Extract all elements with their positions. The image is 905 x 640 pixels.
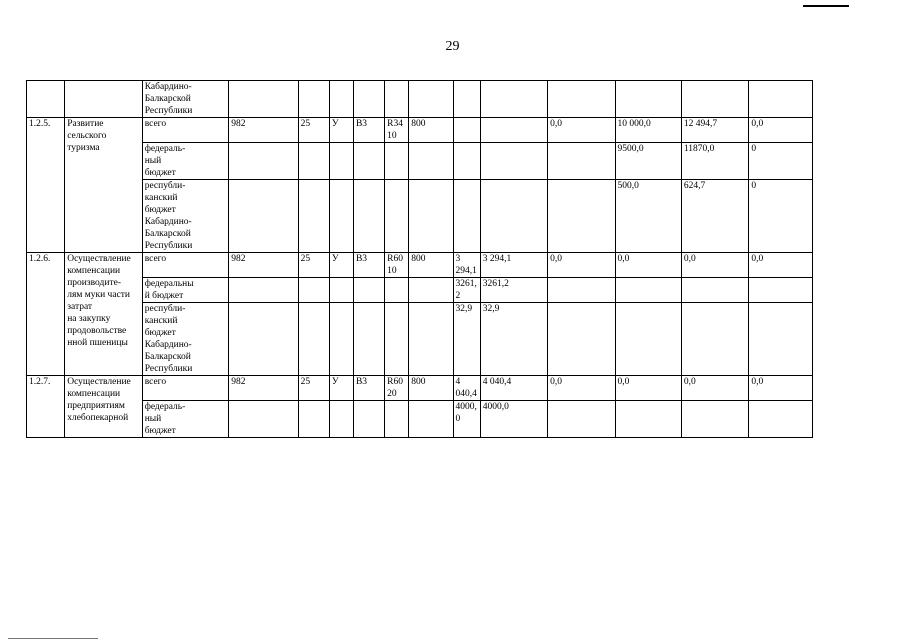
target-item-cell — [385, 303, 409, 376]
amount-year-3-cell — [548, 303, 615, 376]
funding-source-cell: всего — [142, 376, 229, 401]
subsection-code-cell: У — [329, 118, 353, 143]
amount-year-6-cell: 0,0 — [749, 118, 812, 143]
amount-year-1-cell: 32,9 — [453, 303, 480, 376]
amount-year-1-cell: 4 040,4 — [453, 376, 480, 401]
target-item-cell: R6010 — [385, 253, 409, 278]
measure-name-cell — [65, 81, 142, 118]
amount-year-3-cell: 0,0 — [548, 118, 615, 143]
corner-mark — [803, 0, 849, 7]
amount-year-3-cell — [548, 143, 615, 180]
amount-year-2-cell: 4 040,4 — [480, 376, 547, 401]
measure-name-cell: Осуществление компенсации предприятиям хлебопекарной — [65, 376, 142, 438]
subsection-code-cell — [329, 278, 353, 303]
subsection-code-cell — [329, 81, 353, 118]
amount-year-2-cell — [480, 118, 547, 143]
amount-year-5-cell — [681, 278, 748, 303]
target-item-cell — [385, 81, 409, 118]
subsection-code-cell — [329, 401, 353, 438]
program-code-cell: В3 — [353, 376, 384, 401]
amount-year-6-cell: 0 — [749, 143, 812, 180]
subsection-code-cell: У — [329, 253, 353, 278]
expense-type-cell — [409, 81, 453, 118]
amount-year-2-cell — [480, 180, 547, 253]
funding-source-cell: республи- канский бюджет Кабардино- Балкарской Республики — [142, 303, 229, 376]
section-code-cell — [298, 278, 329, 303]
amount-year-1-cell — [453, 118, 480, 143]
funding-source-cell: федераль- ный бюджет — [142, 143, 229, 180]
expense-type-cell — [409, 143, 453, 180]
table-row — [27, 376, 848, 401]
section-code-cell: 25 — [298, 118, 329, 143]
expense-type-cell — [409, 401, 453, 438]
amount-year-5-cell: 0,0 — [681, 253, 748, 278]
amount-year-5-cell: 11870,0 — [681, 143, 748, 180]
amount-year-5-cell: 624,7 — [681, 180, 748, 253]
amount-year-3-cell: 0,0 — [548, 253, 615, 278]
amount-year-6-cell: 0,0 — [749, 376, 812, 401]
amount-year-6-cell — [749, 278, 812, 303]
amount-year-2-cell: 32,9 — [480, 303, 547, 376]
expense-type-cell: 800 — [409, 376, 453, 401]
amount-year-6-cell: 0 — [749, 180, 812, 253]
amount-year-5-cell: 0,0 — [681, 376, 748, 401]
section-code-cell — [298, 81, 329, 118]
target-item-cell — [385, 278, 409, 303]
expense-type-cell: 800 — [409, 253, 453, 278]
budget-table — [26, 80, 848, 438]
amount-year-3-cell — [548, 180, 615, 253]
amount-year-2-cell: 3 294,1 — [480, 253, 547, 278]
page-number: 29 — [445, 39, 460, 54]
grbs-code-cell: 982 — [229, 376, 298, 401]
amount-year-3-cell — [548, 401, 615, 438]
amount-year-2-cell — [480, 81, 547, 118]
item-number-cell: 1.2.6. — [27, 253, 65, 376]
program-code-cell — [353, 143, 384, 180]
amount-year-4-cell — [615, 81, 681, 118]
section-code-cell — [298, 180, 329, 253]
table-row — [27, 118, 848, 143]
expense-type-cell — [409, 278, 453, 303]
subsection-code-cell — [329, 303, 353, 376]
program-code-cell: В3 — [353, 118, 384, 143]
amount-year-1-cell — [453, 180, 480, 253]
target-item-cell — [385, 143, 409, 180]
amount-year-4-cell — [615, 401, 681, 438]
amount-year-2-cell: 4000,0 — [480, 401, 547, 438]
amount-year-4-cell — [615, 278, 681, 303]
target-item-cell — [385, 180, 409, 253]
program-code-cell — [353, 180, 384, 253]
footer-mark — [8, 638, 98, 639]
amount-year-5-cell — [681, 401, 748, 438]
amount-year-5-cell — [681, 81, 748, 118]
program-code-cell — [353, 81, 384, 118]
grbs-code-cell: 982 — [229, 253, 298, 278]
amount-year-1-cell: 3261,2 — [453, 278, 480, 303]
table-row — [27, 401, 848, 438]
table-row — [27, 253, 848, 278]
target-item-cell: R3410 — [385, 118, 409, 143]
amount-year-4-cell: 0,0 — [615, 376, 681, 401]
subsection-code-cell: У — [329, 376, 353, 401]
amount-year-5-cell: 12 494,7 — [681, 118, 748, 143]
item-number-cell — [27, 81, 65, 118]
grbs-code-cell — [229, 278, 298, 303]
amount-year-4-cell: 10 000,0 — [615, 118, 681, 143]
grbs-code-cell — [229, 81, 298, 118]
grbs-code-cell — [229, 401, 298, 438]
program-code-cell — [353, 303, 384, 376]
grbs-code-cell — [229, 143, 298, 180]
table-row — [27, 303, 848, 376]
amount-year-4-cell: 500,0 — [615, 180, 681, 253]
table-row — [27, 180, 848, 253]
amount-year-2-cell — [480, 143, 547, 180]
table-row — [27, 81, 848, 118]
expense-type-cell: 800 — [409, 118, 453, 143]
section-code-cell — [298, 401, 329, 438]
amount-year-1-cell: 4000,0 — [453, 401, 480, 438]
amount-year-6-cell: 0,0 — [749, 253, 812, 278]
amount-year-4-cell — [615, 303, 681, 376]
grbs-code-cell: 982 — [229, 118, 298, 143]
amount-year-3-cell — [548, 278, 615, 303]
table-row — [27, 143, 848, 180]
amount-year-6-cell — [749, 81, 812, 118]
funding-source-cell: республи- канский бюджет Кабардино- Балкарской Республики — [142, 180, 229, 253]
program-code-cell — [353, 401, 384, 438]
amount-year-4-cell: 9500,0 — [615, 143, 681, 180]
amount-year-1-cell: 3 294,1 — [453, 253, 480, 278]
funding-source-cell: Кабардино- Балкарской Республики — [142, 81, 229, 118]
funding-source-cell: всего — [142, 253, 229, 278]
target-item-cell — [385, 401, 409, 438]
measure-name-cell: Развитие сельского туризма — [65, 118, 142, 253]
amount-year-4-cell: 0,0 — [615, 253, 681, 278]
item-number-cell: 1.2.7. — [27, 376, 65, 438]
subsection-code-cell — [329, 143, 353, 180]
amount-year-3-cell — [548, 81, 615, 118]
target-item-cell: R6020 — [385, 376, 409, 401]
grbs-code-cell — [229, 303, 298, 376]
program-code-cell: В3 — [353, 253, 384, 278]
section-code-cell: 25 — [298, 376, 329, 401]
measure-name-cell: Осуществление компенсации производите- лям муки части затрат на закупку продовольстве нной пшеницы — [65, 253, 142, 376]
amount-year-3-cell: 0,0 — [548, 376, 615, 401]
program-code-cell — [353, 278, 384, 303]
subsection-code-cell — [329, 180, 353, 253]
amount-year-2-cell: 3261,2 — [480, 278, 547, 303]
funding-source-cell: федеральны й бюджет — [142, 278, 229, 303]
item-number-cell: 1.2.5. — [27, 118, 65, 253]
expense-type-cell — [409, 303, 453, 376]
section-code-cell: 25 — [298, 253, 329, 278]
amount-year-1-cell — [453, 143, 480, 180]
amount-year-1-cell — [453, 81, 480, 118]
grbs-code-cell — [229, 180, 298, 253]
amount-year-5-cell — [681, 303, 748, 376]
funding-source-cell: федераль- ный бюджет — [142, 401, 229, 438]
section-code-cell — [298, 303, 329, 376]
amount-year-6-cell — [749, 303, 812, 376]
amount-year-6-cell — [749, 401, 812, 438]
table-row — [27, 278, 848, 303]
expense-type-cell — [409, 180, 453, 253]
funding-source-cell: всего — [142, 118, 229, 143]
section-code-cell — [298, 143, 329, 180]
